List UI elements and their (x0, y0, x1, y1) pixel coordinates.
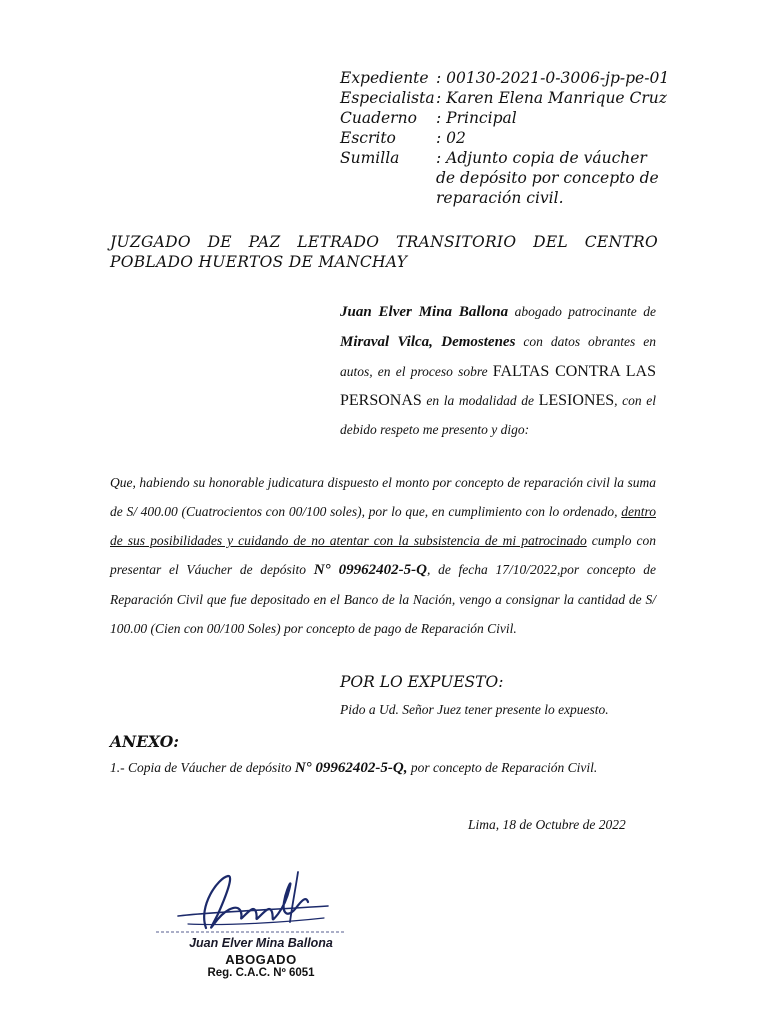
sumilla-row (340, 148, 669, 208)
expediente-value: : 00130-2021-0-3006-jp-pe-01 (436, 69, 670, 87)
date-line: Lima, 18 de Octubre de 2022 (468, 817, 626, 832)
intro-paragraph (340, 297, 656, 444)
case-header (340, 68, 669, 208)
body-text-2: cumplo con presentar el Váucher de depósito (110, 533, 657, 577)
closing-text: Pido a Ud. Señor Juez tener presente lo expuesto. (340, 702, 609, 717)
cuaderno-label: Cuaderno (340, 109, 417, 127)
sumilla-value: : Adjunto copia de váucher de depósito por concepto de reparación civil. (436, 149, 659, 207)
stamp-title: ABOGADO (225, 952, 297, 967)
especialista-label: Especialista (340, 89, 435, 107)
anexo-title: ANEXO: (110, 732, 179, 751)
body-text-3: , de fecha 17/10/2022,por concepto de Reparación Civil que fue depositado en el Banco de la Nación, vengo a consignar la cantidad de S/ 100.00 (Cien con 00/100 Soles) por concepto de pago de Reparación Civil. (110, 562, 657, 636)
anexo-item (110, 760, 597, 777)
anexo-item-text-2: por concepto de Reparación Civil. (407, 760, 598, 775)
voucher-number: N° 09962402-5-Q (313, 562, 428, 578)
body-paragraph (110, 468, 656, 643)
client-name: Miraval Vilca, Demostenes (340, 334, 516, 350)
closing-title: POR LO EXPUESTO: (340, 673, 504, 691)
stamp-registration: Reg. C.A.C. Nº 6051 (207, 967, 315, 979)
especialista-row (340, 88, 669, 108)
intro-text-3: en la modalidad de (421, 393, 539, 408)
case-modality: LESIONES (538, 392, 615, 409)
lawyer-signature-stamp (148, 866, 344, 986)
intro-text-1: abogado patrocinante de (508, 304, 656, 319)
court-name: JUZGADO DE PAZ LETRADO TRANSITORIO DEL CENTRO POBLADO HUERTOS DE MANCHAY (110, 233, 658, 271)
especialista-value: : Karen Elena Manrique Cruz (436, 89, 667, 107)
escrito-row (340, 128, 669, 148)
expediente-label: Expediente (340, 69, 429, 87)
anexo-voucher-number: N° 09962402-5-Q, (294, 760, 408, 776)
lawyer-name: Juan Elver Mina Ballona (340, 304, 509, 320)
anexo-item-text-1: 1.- Copia de Váucher de depósito (110, 760, 295, 775)
sumilla-label: Sumilla (340, 149, 400, 167)
body-text-1: Que, habiendo su honorable judicatura dispuesto el monto por concepto de reparación civil la suma de S/ 400.00 (Cuatrocientos con 00/100 soles), por lo que, en cumplimiento con lo ordenado, (110, 475, 656, 519)
cuaderno-row (340, 108, 669, 128)
case-type: FALTAS CONTRA LAS PERSONAS (340, 363, 656, 409)
intro-text-4: , con el debido respeto me presento y digo: (340, 393, 656, 437)
escrito-value: : 02 (436, 129, 466, 147)
intro-text-2: con datos obrantes en autos, en el proceso sobre (340, 334, 656, 379)
cuaderno-value: : Principal (436, 109, 517, 127)
expediente-row (340, 68, 669, 88)
stamp-name: Juan Elver Mina Ballona (189, 936, 333, 950)
body-underlined-text: dentro de sus posibilidades y cuidando de no atentar con la subsistencia de mi patrocinado (110, 504, 656, 548)
escrito-label: Escrito (340, 129, 396, 147)
